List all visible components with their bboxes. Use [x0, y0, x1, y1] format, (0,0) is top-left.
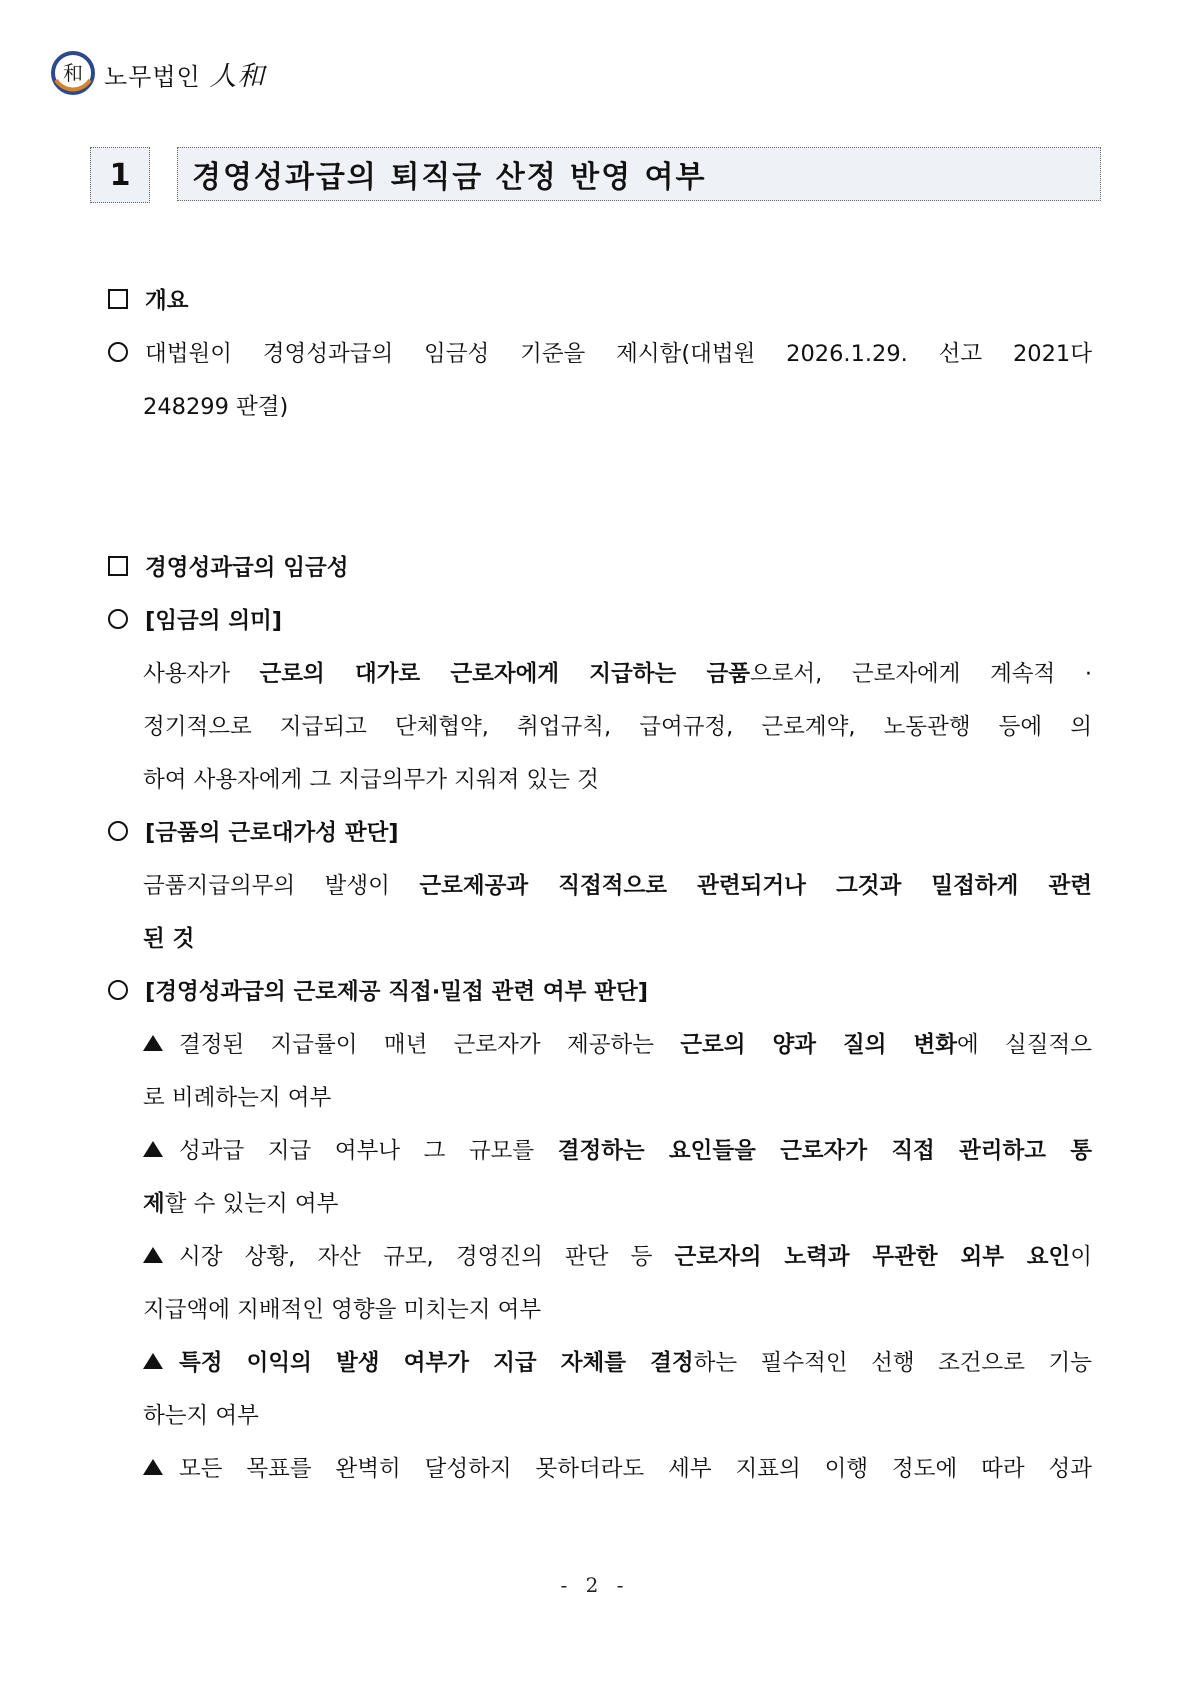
- section-number: 1: [90, 147, 150, 203]
- logo-org-hanja: 人和: [209, 60, 266, 92]
- criteria-item: 시장 상황, 자산 규모, 경영진의 판단 등 근로자의 노력과 무관한 외부 요인이: [108, 1231, 1092, 1284]
- circle-bullet-icon: [108, 342, 128, 362]
- criteria-item-cont: 하는지 여부: [143, 1403, 259, 1429]
- header-logo: [50, 50, 265, 96]
- criteria-item: 특정 이익의 발생 여부가 지급 자체를 결정하는 필수적인 선행 조건으로 기능: [108, 1337, 1092, 1390]
- overview-heading: 개요: [108, 275, 1092, 328]
- page-title: 경영성과급의 퇴직금 산정 반영 여부: [177, 147, 1101, 201]
- triangle-bullet-icon: [143, 1141, 163, 1157]
- square-bullet-icon: [108, 556, 128, 576]
- meaning-text: 사용자가 근로의 대가로 근로자에게 지급하는 금품으로서, 근로자에게 계속적 ·: [143, 661, 1092, 687]
- square-bullet-icon: [108, 289, 128, 309]
- criteria-item-cont: 제할 수 있는지 여부: [143, 1191, 339, 1217]
- overview-item-cont: 248299 판결): [143, 394, 289, 420]
- logo-emblem-icon: [50, 50, 96, 96]
- criteria-item-cont: 로 비례하는지 여부: [143, 1085, 332, 1111]
- circle-bullet-icon: [108, 609, 128, 629]
- triangle-bullet-icon: [143, 1247, 163, 1263]
- svg-text:和: 和: [63, 61, 83, 85]
- overview-section: [108, 275, 1092, 434]
- criteria-item: 성과급 지급 여부나 그 규모를 결정하는 요인들을 근로자가 직접 관리하고 통: [108, 1125, 1092, 1178]
- meaning-text: 정기적으로 지급되고 단체협약, 취업규칙, 급여규정, 근로계약, 노동관행 등에 의: [143, 714, 1092, 740]
- criteria-item: 모든 목표를 완벽히 달성하지 못하더라도 세부 지표의 이행 정도에 따라 성과: [108, 1443, 1092, 1496]
- consideration-text: 된 것: [143, 926, 195, 952]
- overview-item: 대법원이 경영성과급의 임금성 기준을 제시함(대법원 2026.1.29. 선고 2021다: [108, 328, 1092, 381]
- consideration-text: 금품지급의무의 발생이 근로제공과 직접적으로 관련되거나 그것과 밀접하게 관련: [143, 873, 1093, 899]
- criteria-heading: [경영성과급의 근로제공 직접·밀접 관련 여부 판단]: [108, 966, 1092, 1019]
- consideration-heading: [금품의 근로대가성 판단]: [108, 807, 1092, 860]
- triangle-bullet-icon: [143, 1459, 163, 1475]
- meaning-text: 하여 사용자에게 그 지급의무가 지워져 있는 것: [143, 767, 599, 793]
- circle-bullet-icon: [108, 980, 128, 1000]
- triangle-bullet-icon: [143, 1035, 163, 1051]
- triangle-bullet-icon: [143, 1353, 163, 1369]
- circle-bullet-icon: [108, 821, 128, 841]
- page-number: - 2 -: [560, 1573, 630, 1597]
- wage-section: [108, 542, 1092, 1496]
- criteria-item: 결정된 지급률이 매년 근로자가 제공하는 근로의 양과 질의 변화에 실질적으: [108, 1019, 1092, 1072]
- meaning-heading: [임금의 의미]: [108, 595, 1092, 648]
- wage-heading: 경영성과급의 임금성: [108, 542, 1092, 595]
- logo-org-name: 노무법인: [104, 62, 201, 91]
- logo-text: [104, 54, 265, 93]
- criteria-item-cont: 지급액에 지배적인 영향을 미치는지 여부: [143, 1297, 542, 1323]
